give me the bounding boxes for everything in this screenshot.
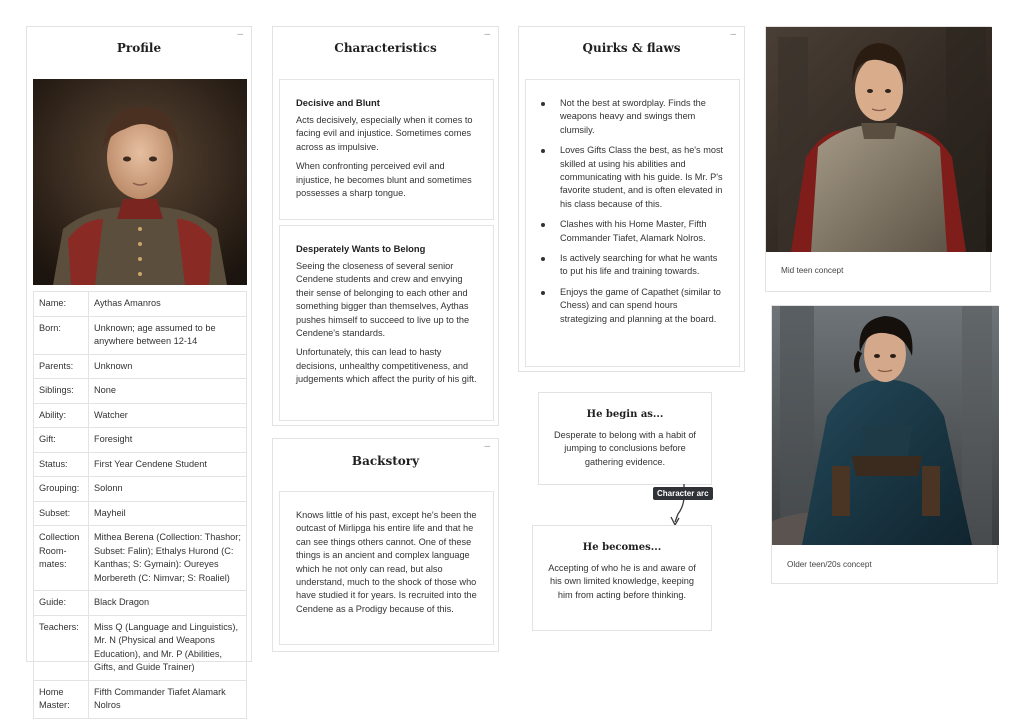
characteristic-paragraph: Seeing the closeness of several senior Cendene students and crew and envying their sense of belonging to each other and something bigger than themselves, Aythas pushes himself to succeed to live up to the Cendene's standards.: [296, 261, 470, 339]
backstory-minimize-button[interactable]: –: [484, 441, 490, 452]
backstory-card: [272, 438, 499, 652]
profile-field-value: None: [89, 379, 247, 404]
profile-field-label: Status:: [34, 452, 89, 477]
profile-field-label: Teachers:: [34, 615, 89, 680]
arc-begin-title: He begin as...: [586, 409, 664, 420]
mid-teen-concept-card: [765, 26, 991, 292]
profile-field-value: Solonn: [89, 477, 247, 502]
arc-becomes-card: [532, 525, 712, 631]
profile-field-value: First Year Cendene Student: [89, 452, 247, 477]
profile-field-label: Ability:: [34, 403, 89, 428]
arc-becomes-text: Accepting of who he is and aware of his own limited knowledge, keeping him from acting before thinking.: [548, 563, 696, 600]
characteristic-block: [279, 225, 494, 421]
quirks-title: Quirks & flaws: [582, 41, 681, 55]
profile-row: [34, 292, 247, 317]
profile-row: [34, 354, 247, 379]
quirk-item: Not the best at swordplay. Finds the weapons heavy and swings them clumsily.: [526, 97, 725, 137]
profile-field-value: Aythas Amanros: [94, 298, 161, 308]
profile-row: [34, 680, 247, 718]
profile-field-label: Gift:: [34, 428, 89, 453]
profile-field-label: Guide:: [34, 591, 89, 616]
characteristic-paragraph: Unfortunately, this can lead to hasty decisions, unhealthy competitiveness, and judgements which affect the purity of his gift.: [296, 347, 477, 385]
profile-row: [34, 477, 247, 502]
profile-row: [34, 428, 247, 453]
profile-field-label: Grouping:: [34, 477, 89, 502]
quirks-block: [525, 79, 740, 367]
characteristics-title: Characteristics: [334, 41, 437, 55]
older-teen-concept-image: [772, 306, 999, 545]
profile-field-label: Parents:: [34, 354, 89, 379]
profile-row: [34, 316, 247, 354]
profile-field-label: Name:: [34, 292, 89, 317]
characteristic-paragraph: Acts decisively, especially when it comes to facing evil and injustice. Sometimes comes across as impulsive.: [296, 115, 473, 152]
characteristics-minimize-button[interactable]: –: [484, 29, 490, 40]
character-arc-label: Character arc: [653, 487, 713, 500]
quirk-item: Loves Gifts Class the best, as he's most skilled at using his abilities and communicating with his guide. Is Mr. P's favorite student, and is often elevated in his class because of this.: [526, 144, 725, 211]
profile-field-label: Collection Room-mates:: [34, 526, 89, 591]
profile-minimize-button[interactable]: –: [237, 29, 243, 40]
profile-field-value: Watcher: [89, 403, 247, 428]
mid-teen-concept-image: [766, 27, 992, 252]
profile-row: [34, 501, 247, 526]
profile-field-value: Black Dragon: [89, 591, 247, 616]
backstory-block: [279, 491, 494, 645]
profile-field-value: Miss Q (Language and Linguistics), Mr. N (Physical and Weapons Education), and Mr. P (Abilities, Gifts, and Guide Trainer): [89, 615, 247, 680]
quirk-item: Is actively searching for what he wants to put his life and training towards.: [526, 252, 725, 279]
profile-field-value: Mithea Berena (Collection: Thashor; Subset: Falin); Ethalys Hurond (C: Kanthas; S: Gymain): Oureyes Morbereth (C: Nimvar; S: Roaliel): [89, 526, 247, 591]
quirks-minimize-button[interactable]: –: [730, 29, 736, 40]
profile-field-value: Unknown: [89, 354, 247, 379]
quirks-card: [518, 26, 745, 372]
profile-field-label: Home Master:: [34, 680, 89, 718]
profile-row: [34, 403, 247, 428]
profile-row: [34, 526, 247, 591]
profile-card: [26, 26, 252, 710]
profile-field-value: Unknown; age assumed to be anywhere between 12-14: [89, 316, 247, 354]
profile-title: Profile: [116, 41, 162, 55]
characteristic-paragraph: When confronting perceived evil and injustice, he becomes blunt and sometimes possesses a sharp tongue.: [296, 161, 472, 199]
arc-becomes-title: He becomes...: [582, 542, 662, 553]
profile-field-label: Siblings:: [34, 379, 89, 404]
profile-field-value: Foresight: [89, 428, 247, 453]
characteristic-heading: Decisive and Blunt: [296, 97, 380, 108]
backstory-text: Knows little of his past, except he's been the outcast of Mirlipga his entire life and that he can see things others cannot. One of these things is an ancient and complex language which he not only can read, but also understand, much to the shock of those who have studied it for years. Is recruited into the Cendene as a Prodigy because of this.: [296, 510, 477, 614]
profile-field-label: Subset:: [34, 501, 89, 526]
profile-row: [34, 379, 247, 404]
profile-field-label: Born:: [34, 316, 89, 354]
characteristic-block: [279, 79, 494, 220]
profile-portrait-image: [33, 79, 247, 285]
quirk-item: Clashes with his Home Master, Fifth Commander Tiafet, Alamark Nolros.: [526, 218, 725, 245]
older-teen-concept-caption: Older teen/20s concept: [787, 560, 872, 569]
mid-teen-concept-caption: Mid teen concept: [781, 266, 844, 275]
profile-field-value: Fifth Commander Tiafet Alamark Nolros: [89, 680, 247, 718]
characteristics-card: [272, 26, 499, 426]
profile-row: [34, 615, 247, 680]
characteristic-heading: Desperately Wants to Belong: [296, 243, 426, 254]
older-teen-concept-card: [771, 305, 998, 584]
profile-row: [34, 452, 247, 477]
profile-field-value: Mayheil: [89, 501, 247, 526]
quirk-item: Enjoys the game of Capathet (similar to Chess) and can spend hours strategizing and planning at the board.: [526, 286, 725, 326]
arc-begin-text: Desperate to belong with a habit of jumping to conclusions before gathering evidence.: [554, 430, 696, 467]
profile-table: [33, 291, 247, 719]
backstory-title: Backstory: [351, 454, 420, 468]
profile-row: [34, 591, 247, 616]
quirks-list: [526, 97, 725, 326]
arc-begin-card: [538, 392, 712, 485]
